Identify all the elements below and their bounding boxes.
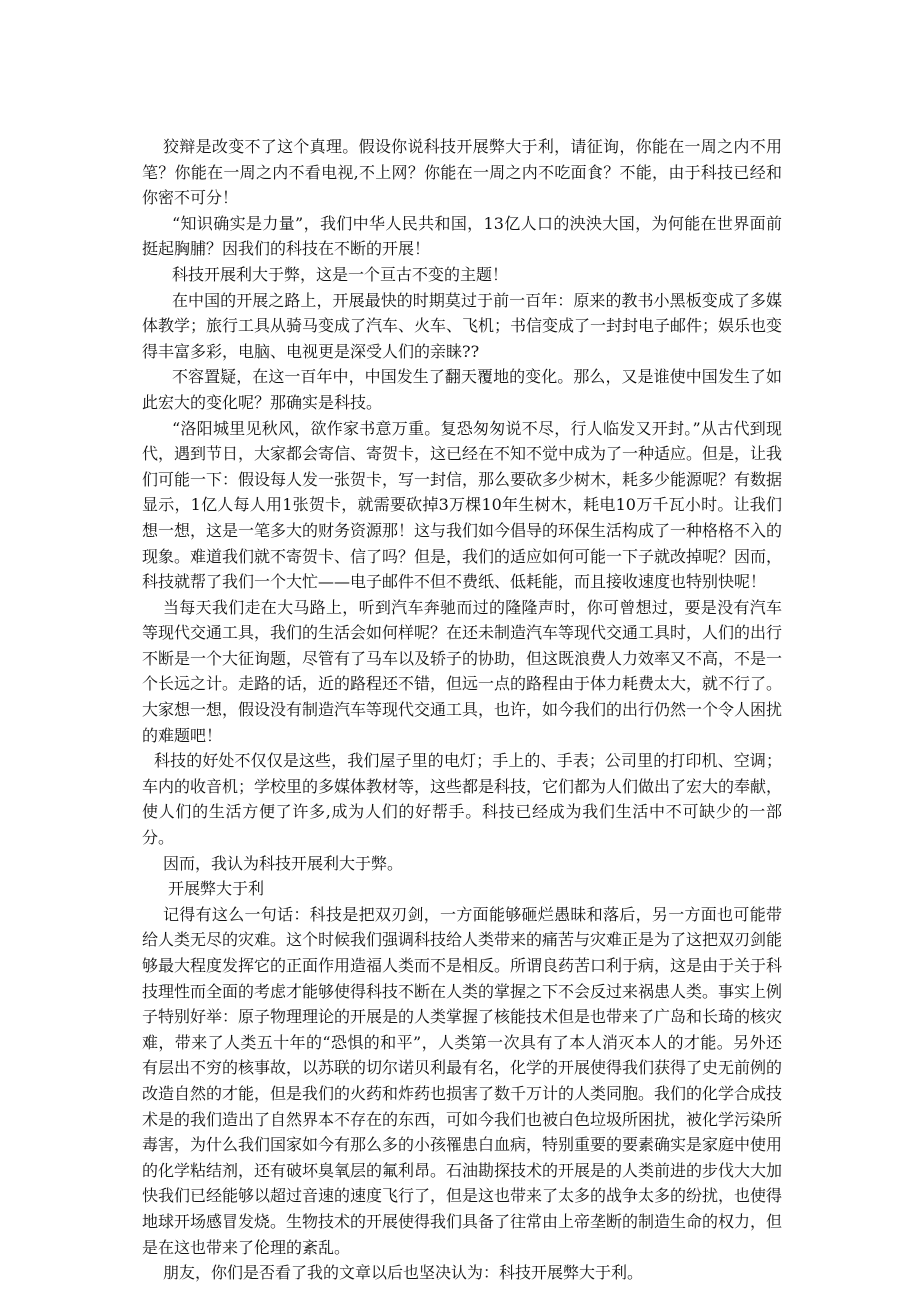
paragraph-benefits: 科技的好处不仅仅是这些，我们屋子里的电灯；手上的、手表；公司里的打印机、空调；车内的收音机；学校里的多媒体教材等，这些都是科技，它们都为人们做出了宏大的奉献，使人们的生活方便了许多,成为人们的好帮手。科技已经成为我们生活中不可缺少的一部分。 xyxy=(142,751,783,848)
paragraph-rebuttal: 狡辩是改变不了这个真理。假设你说科技开展弊大于利，请征询，你能在一周之内不用笔？你能在一周之内不看电视,不上网？你能在一周之内不吃面食？不能，由于科技已经和你密不可分！ xyxy=(142,137,782,208)
paragraph-transportation: 当每天我们走在大马路上，听到汽车奔驰而过的隆隆声时，你可曾想过，要是没有汽车等现代交通工具，我们的生活会如何样呢？在还未制造汽车等现代交通工具时，人们的出行不断是一个大征询题，尽管有了马车以及轿子的协助，但这既浪费人力效率又不高，不是一个长远之计。走路的话，近的路程还不错，但远一点的路程由于体力耗费太大，就不行了。大家想一想，假设没有制造汽车等现代交通工具，也许，如今我们的出行仍然一个令人困扰的难题吧！ xyxy=(142,597,783,745)
paragraph-greeting-cards: “洛阳城里见秋风，欲作家书意万重。复恐匆匆说不尽，行人临发又开封。”从古代到现代，遇到节日，大家都会寄信、寄贺卡，这已经在不知不觉中成为了一种适应。但是，让我们可能一下：假设每人发一张贺卡，写一封信，那么要砍多少树木，耗多少能源呢？有数据显示，1亿人每人用1张贺卡，就需要砍掉3万棵10年生树木，耗电10万千瓦小时。让我们想一想，这是一笔多大的财务资源那！这与我们如今倡导的环保生活构成了一种格格不入的现象。难道我们就不寄贺卡、信了吗？但是，我们的适应如何可能一下子就改掉呢？因而，科技就帮了我们一个大忙——电子邮件不但不费纸、低耗能，而且接收速度也特别快呢！ xyxy=(142,418,783,592)
paragraph-theme: 科技开展利大于弊，这是一个亘古不变的主题！ xyxy=(172,264,509,284)
paragraph-double-edged-sword: 记得有这么一句话：科技是把双刃剑，一方面能够砸烂愚昧和落后，另一方面也可能带给人类无尽的灾难。这个时候我们强调科技给人类带来的痛苦与灾难正是为了这把双刃剑能够最大程度发挥它的正面作用造福人类而不是相反。所谓良药苦口利于病，这是由于关于科技理性而全面的考虑才能够使得科技不断在人类的掌握之下不会反过来祸患人类。事实上例子特别好举：原子物理理论的开展是的人类掌握了核能技术但是也带来了广岛和长琦的核灾难，带来了人类五十年的“恐惧的和平”，人类第一次具有了本人消灭本人的才能。另外还有层出不穷的核事故，以苏联的切尔诺贝利最有名，化学的开展使得我们获得了史无前例的改造自然的才能，但是我们的火药和炸药也损害了数千万计的人类同胞。我们的化学合成技术是的我们造出了自然界本不存在的东西，可如今我们也被白色垃圾所困扰，被化学污染所毒害，为什么我们国家如今有那么多的小孩罹患白血病，特别重要的要素确实是家庭中使用的化学粘结剂，还有破坏臭氧层的氟利昂。石油勘探技术的开展是的人类前进的步伐大大加快我们已经能够以超过音速的速度飞行了，但是这也带来了太多的战争太多的纷扰，也使得地球开场感冒发烧。生物技术的开展使得我们具备了往常由上帝垄断的制造生命的权力，但是在这也带来了伦理的紊乱。 xyxy=(142,904,783,1257)
paragraph-conclusion-pro: 因而，我认为科技开展利大于弊。 xyxy=(163,853,404,873)
document-body xyxy=(142,134,782,1286)
paragraph-great-change: 不容置疑，在这一百年中，中国发生了翻天覆地的变化。那么，又是谁使中国发生了如此宏大的变化呢？那确实是科技。 xyxy=(142,367,782,412)
paragraph-development-road: 在中国的开展之路上，开展最快的时期莫过于前一百年：原来的教书小黑板变成了多媒体教学；旅行工具从骑马变成了汽车、火车、飞机；书信变成了一封封电子邮件；娱乐也变得丰富多彩，电脑、电视更是深受人们的亲睐?? xyxy=(142,290,783,361)
paragraph-conclusion-con: 朋友，你们是否看了我的文章以后也坚决认为：科技开展弊大于利。 xyxy=(163,1263,644,1283)
paragraph-knowledge-is-power: “知识确实是力量”，我们中华人民共和国，13亿人口的泱泱大国，为何能在世界面前挺起胸脯？因我们的科技在不断的开展！ xyxy=(142,213,782,259)
section-heading-con: 开展弊大于利 xyxy=(168,879,265,899)
